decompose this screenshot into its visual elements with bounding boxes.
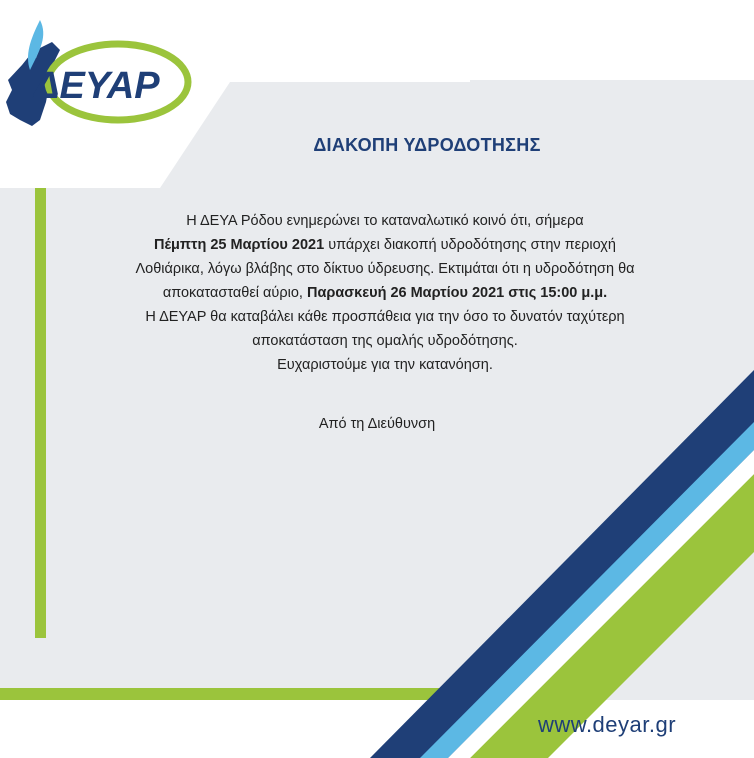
- announcement-line-5: Η ΔΕΥΑΡ θα καταβάλει κάθε προσπάθεια για την όσο το δυνατόν ταχύτερη: [145, 309, 625, 325]
- green-vertical-bar: [35, 188, 46, 638]
- restore-date: Παρασκευή 26 Μαρτίου 2021 στις 15:00 μ.μ.: [306, 285, 608, 301]
- announcement-line-1: Η ΔΕΥΑ Ρόδου ενημερώνει το καταναλωτικό κοινό ότι, σήμερα: [186, 213, 584, 229]
- line-4-text: αποκατασταθεί αύριο,: [162, 285, 307, 301]
- deyar-logo: [0, 10, 200, 140]
- announcement-line-3: Λοθιάρικα, λόγω βλάβης στο δίκτυο ύδρευσης. Εκτιμάται ότι η υδροδότηση θα: [135, 261, 635, 277]
- line-2-text: υπάρχει διακοπή υδροδότησης στην περιοχή: [324, 237, 616, 253]
- announcement-line-7: Ευχαριστούμε για την κατανόηση.: [277, 357, 493, 373]
- announcement-body: [60, 209, 710, 377]
- announcement-line-2: [60, 233, 710, 257]
- signature: Από τη Διεύθυνση: [318, 416, 436, 432]
- announcement-line-4: [60, 281, 710, 305]
- website-link[interactable]: www.deyar.gr: [538, 712, 677, 737]
- announcement-line-6: αποκατάσταση της ομαλής υδροδότησης.: [252, 333, 518, 349]
- date-today: Πέμπτη 25 Μαρτίου 2021: [154, 237, 325, 253]
- notice-title: ΔΙΑΚΟΠΗ ΥΔΡΟΔΟΤΗΣΗΣ: [313, 135, 541, 155]
- logo-text: ΔΕΥΑΡ: [34, 65, 160, 107]
